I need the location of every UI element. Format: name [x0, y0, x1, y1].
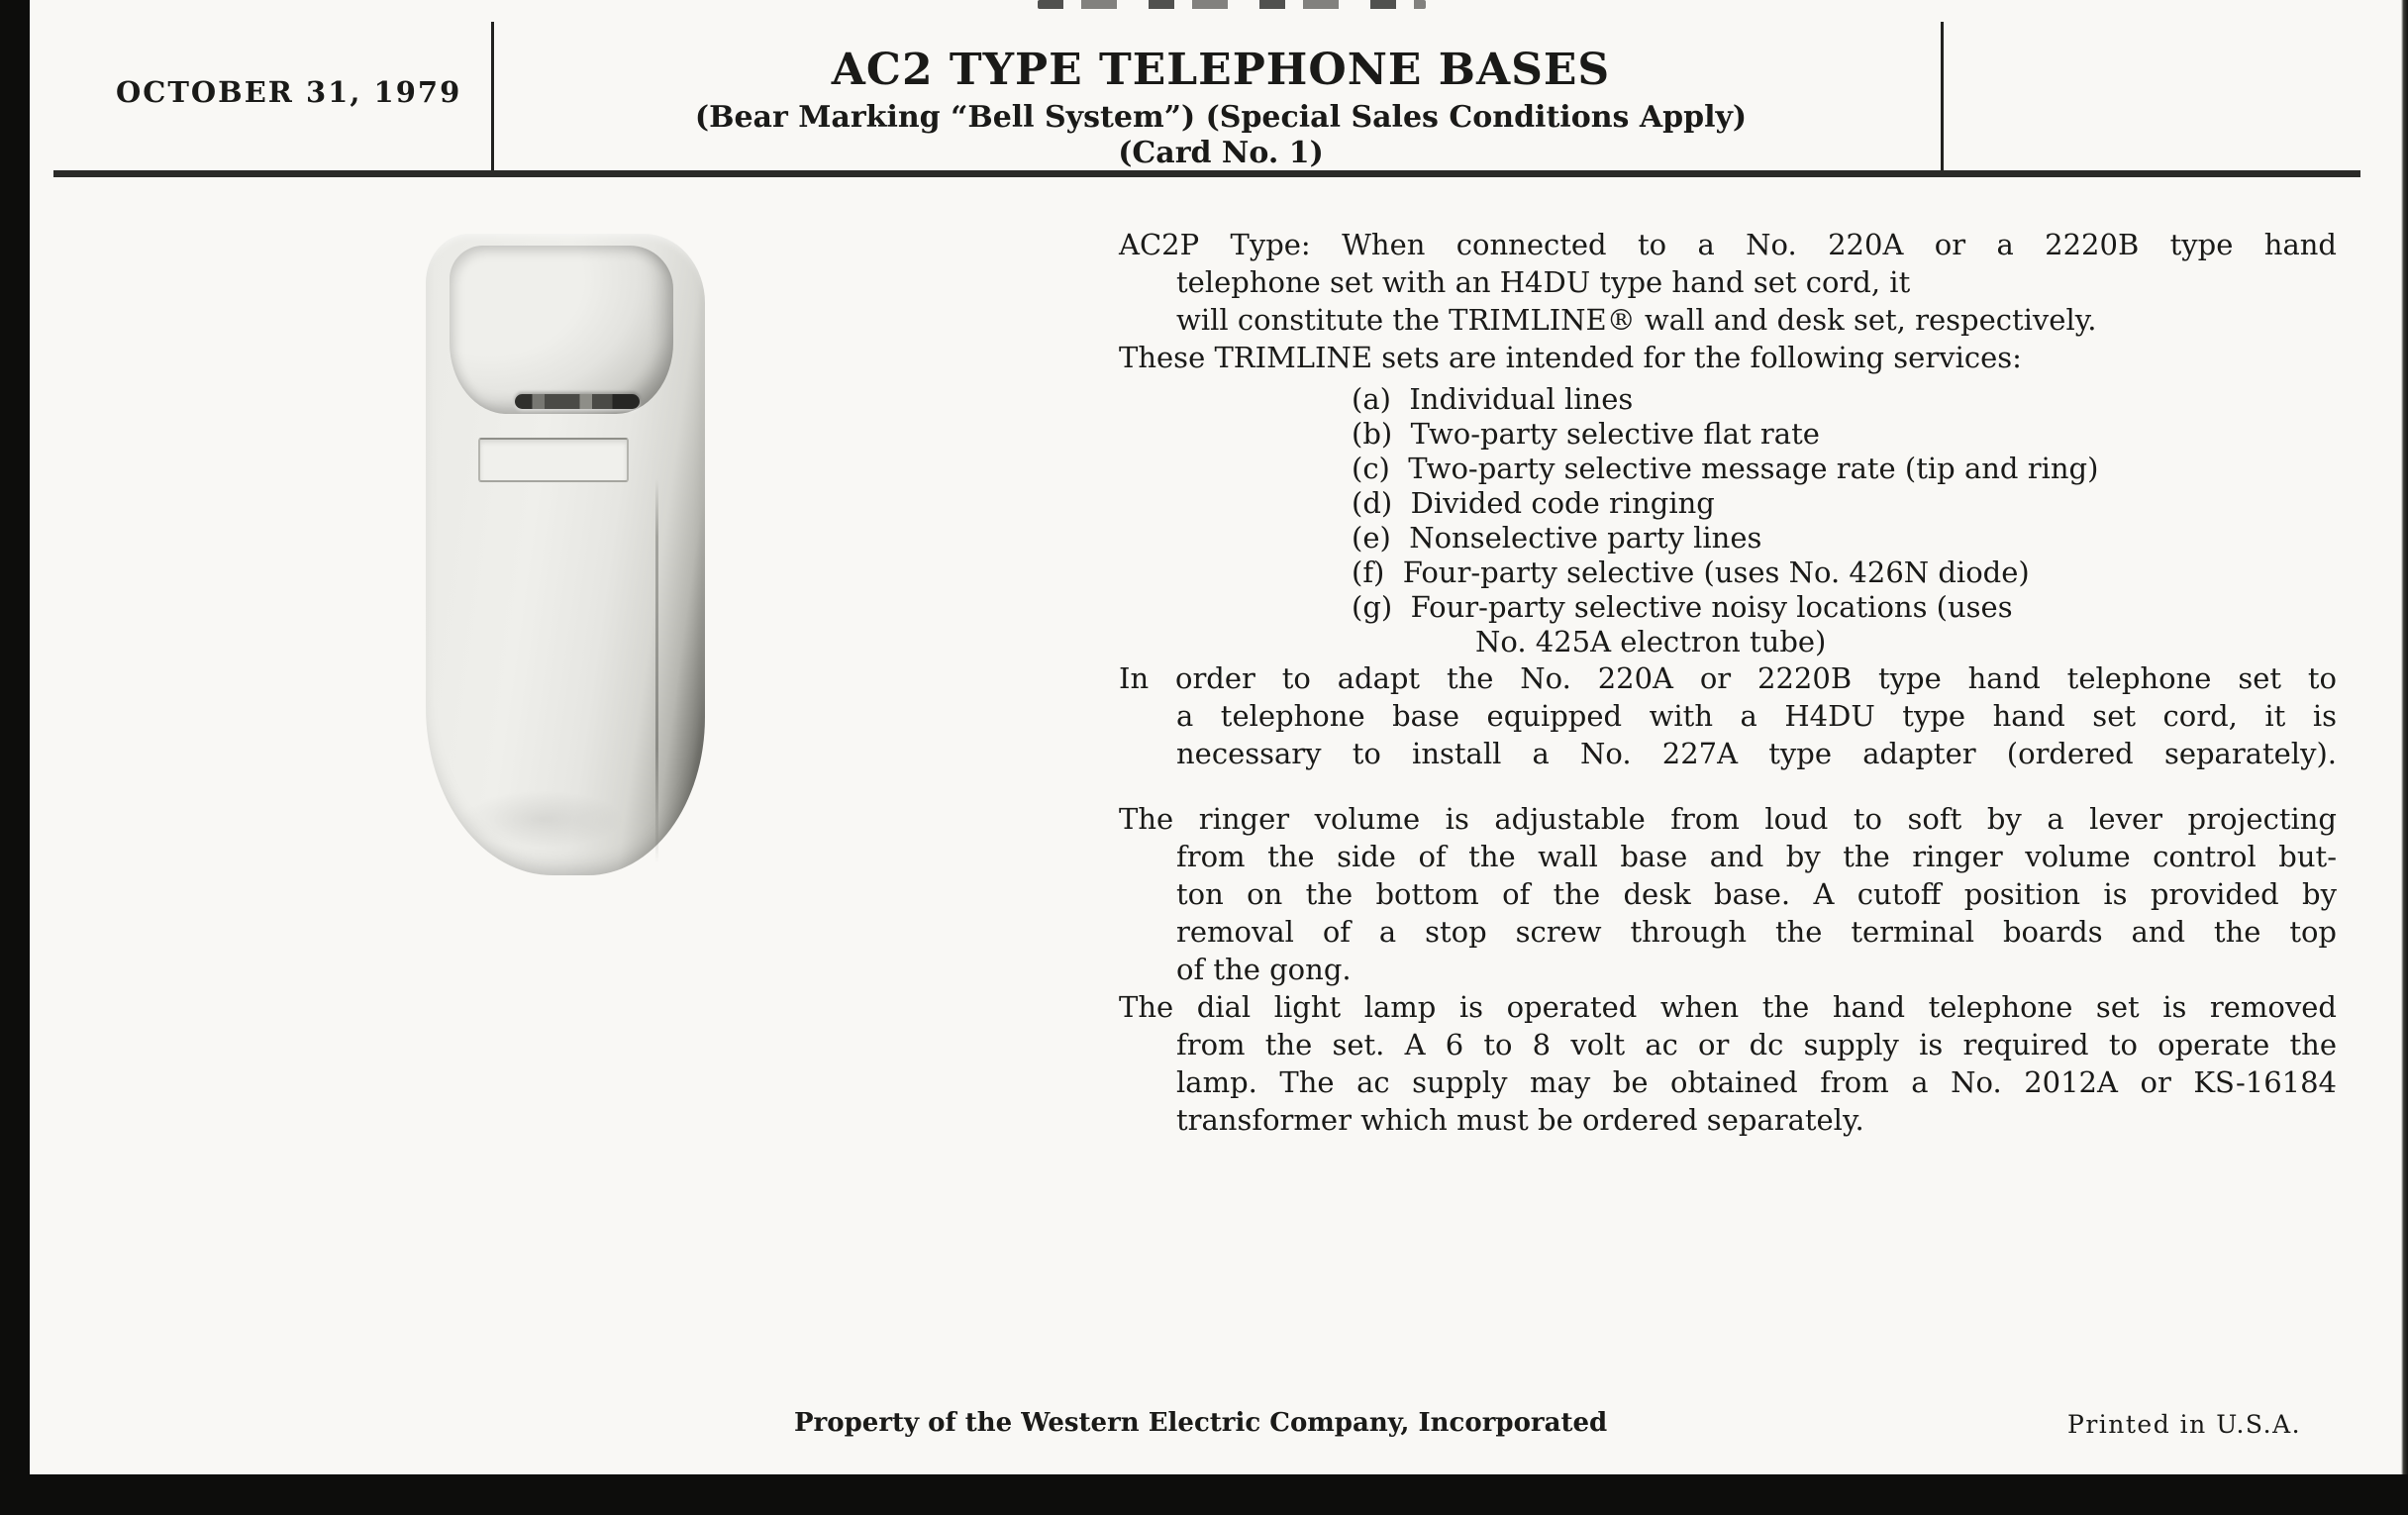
- switchhook-plunger: [515, 394, 640, 409]
- telephone-base-photo: [426, 234, 705, 875]
- body-line: necessary to install a No. 227A type adapter (ordered separately).: [1176, 737, 2337, 770]
- paragraph-dial-light: [1119, 988, 2337, 1139]
- header-divider-right: [1941, 22, 1944, 172]
- services-intro-line: These TRIMLINE sets are intended for the following services:: [1119, 341, 2022, 374]
- body-line: of the gong.: [1176, 953, 1352, 986]
- body-line: In order to adapt the No. 220A or 2220B type hand telephone set to: [1119, 661, 2337, 695]
- scan-frame-right: [2401, 0, 2408, 1515]
- scan-frame-bottom: [0, 1474, 2408, 1515]
- body-line: AC2P Type: When connected to a No. 220A or a 2220B type hand: [1119, 228, 2337, 261]
- number-card-window: [478, 438, 629, 482]
- phone-side-crease: [655, 479, 658, 863]
- header-divider-left: [491, 22, 494, 172]
- body-line: from the side of the wall base and by the ringer volume control but-: [1176, 840, 2337, 873]
- body-text-column: [1119, 226, 2337, 1139]
- header-title-block: [501, 0, 1941, 170]
- services-list: [1119, 382, 2337, 659]
- service-item-f: (f) Four-party selective (uses No. 426N diode): [1352, 556, 2030, 589]
- body-line: from the set. A 6 to 8 volt ac or dc supply is required to operate the: [1176, 1028, 2337, 1061]
- service-item-d: (d) Divided code ringing: [1352, 486, 1715, 520]
- handset-cradle-recess: [450, 246, 673, 414]
- service-item-c: (c) Two-party selective message rate (tip and ring): [1352, 452, 2099, 485]
- body-line: The ringer volume is adjustable from loud to soft by a lever projecting: [1119, 802, 2337, 836]
- service-item-e: (e) Nonselective party lines: [1352, 521, 1762, 555]
- service-item-b: (b) Two-party selective flat rate: [1352, 417, 1820, 451]
- body-line: removal of a stop screw through the terminal boards and the top: [1176, 915, 2337, 949]
- service-item-a: (a) Individual lines: [1352, 382, 1634, 416]
- card-number: (Card No. 1): [1118, 136, 1324, 170]
- body-line: The dial light lamp is operated when the hand telephone set is removed: [1119, 990, 2337, 1024]
- scan-frame-left: [0, 0, 30, 1515]
- body-line: telephone set with an H4DU type hand set cord, it: [1176, 265, 1911, 299]
- body-line: ton on the bottom of the desk base. A cutoff position is provided by: [1176, 877, 2337, 911]
- paragraph-ringer-volume: [1119, 800, 2337, 988]
- phone-body: [426, 234, 705, 875]
- body-line: will constitute the TRIMLINE® wall and desk set, respectively.: [1176, 303, 2097, 337]
- page-title: AC2 TYPE TELEPHONE BASES: [831, 45, 1611, 95]
- body-line: lamp. The ac supply may be obtained from a No. 2012A or KS-16184: [1176, 1065, 2337, 1099]
- paragraph-adapter: [1119, 659, 2337, 772]
- phone-base-shading: [453, 784, 652, 848]
- page-subtitle: (Bear Marking “Bell System”) (Special Sales Conditions Apply): [694, 100, 1748, 135]
- body-line: a telephone base equipped with a H4DU type hand set cord, it is: [1176, 699, 2337, 733]
- body-line: transformer which must be ordered separately.: [1176, 1103, 1864, 1137]
- header-rule: [53, 170, 2360, 177]
- footer-property-notice: Property of the Western Electric Company, Incorporated: [794, 1408, 1608, 1438]
- paragraph-ac2p-type: [1119, 226, 2337, 339]
- footer-printed-in-usa: Printed in U.S.A.: [2067, 1410, 2302, 1439]
- service-item-g-continued: No. 425A electron tube): [1475, 625, 1827, 658]
- issue-date: OCTOBER 31, 1979: [116, 75, 462, 109]
- service-item-g: (g) Four-party selective noisy locations (uses: [1352, 590, 2013, 624]
